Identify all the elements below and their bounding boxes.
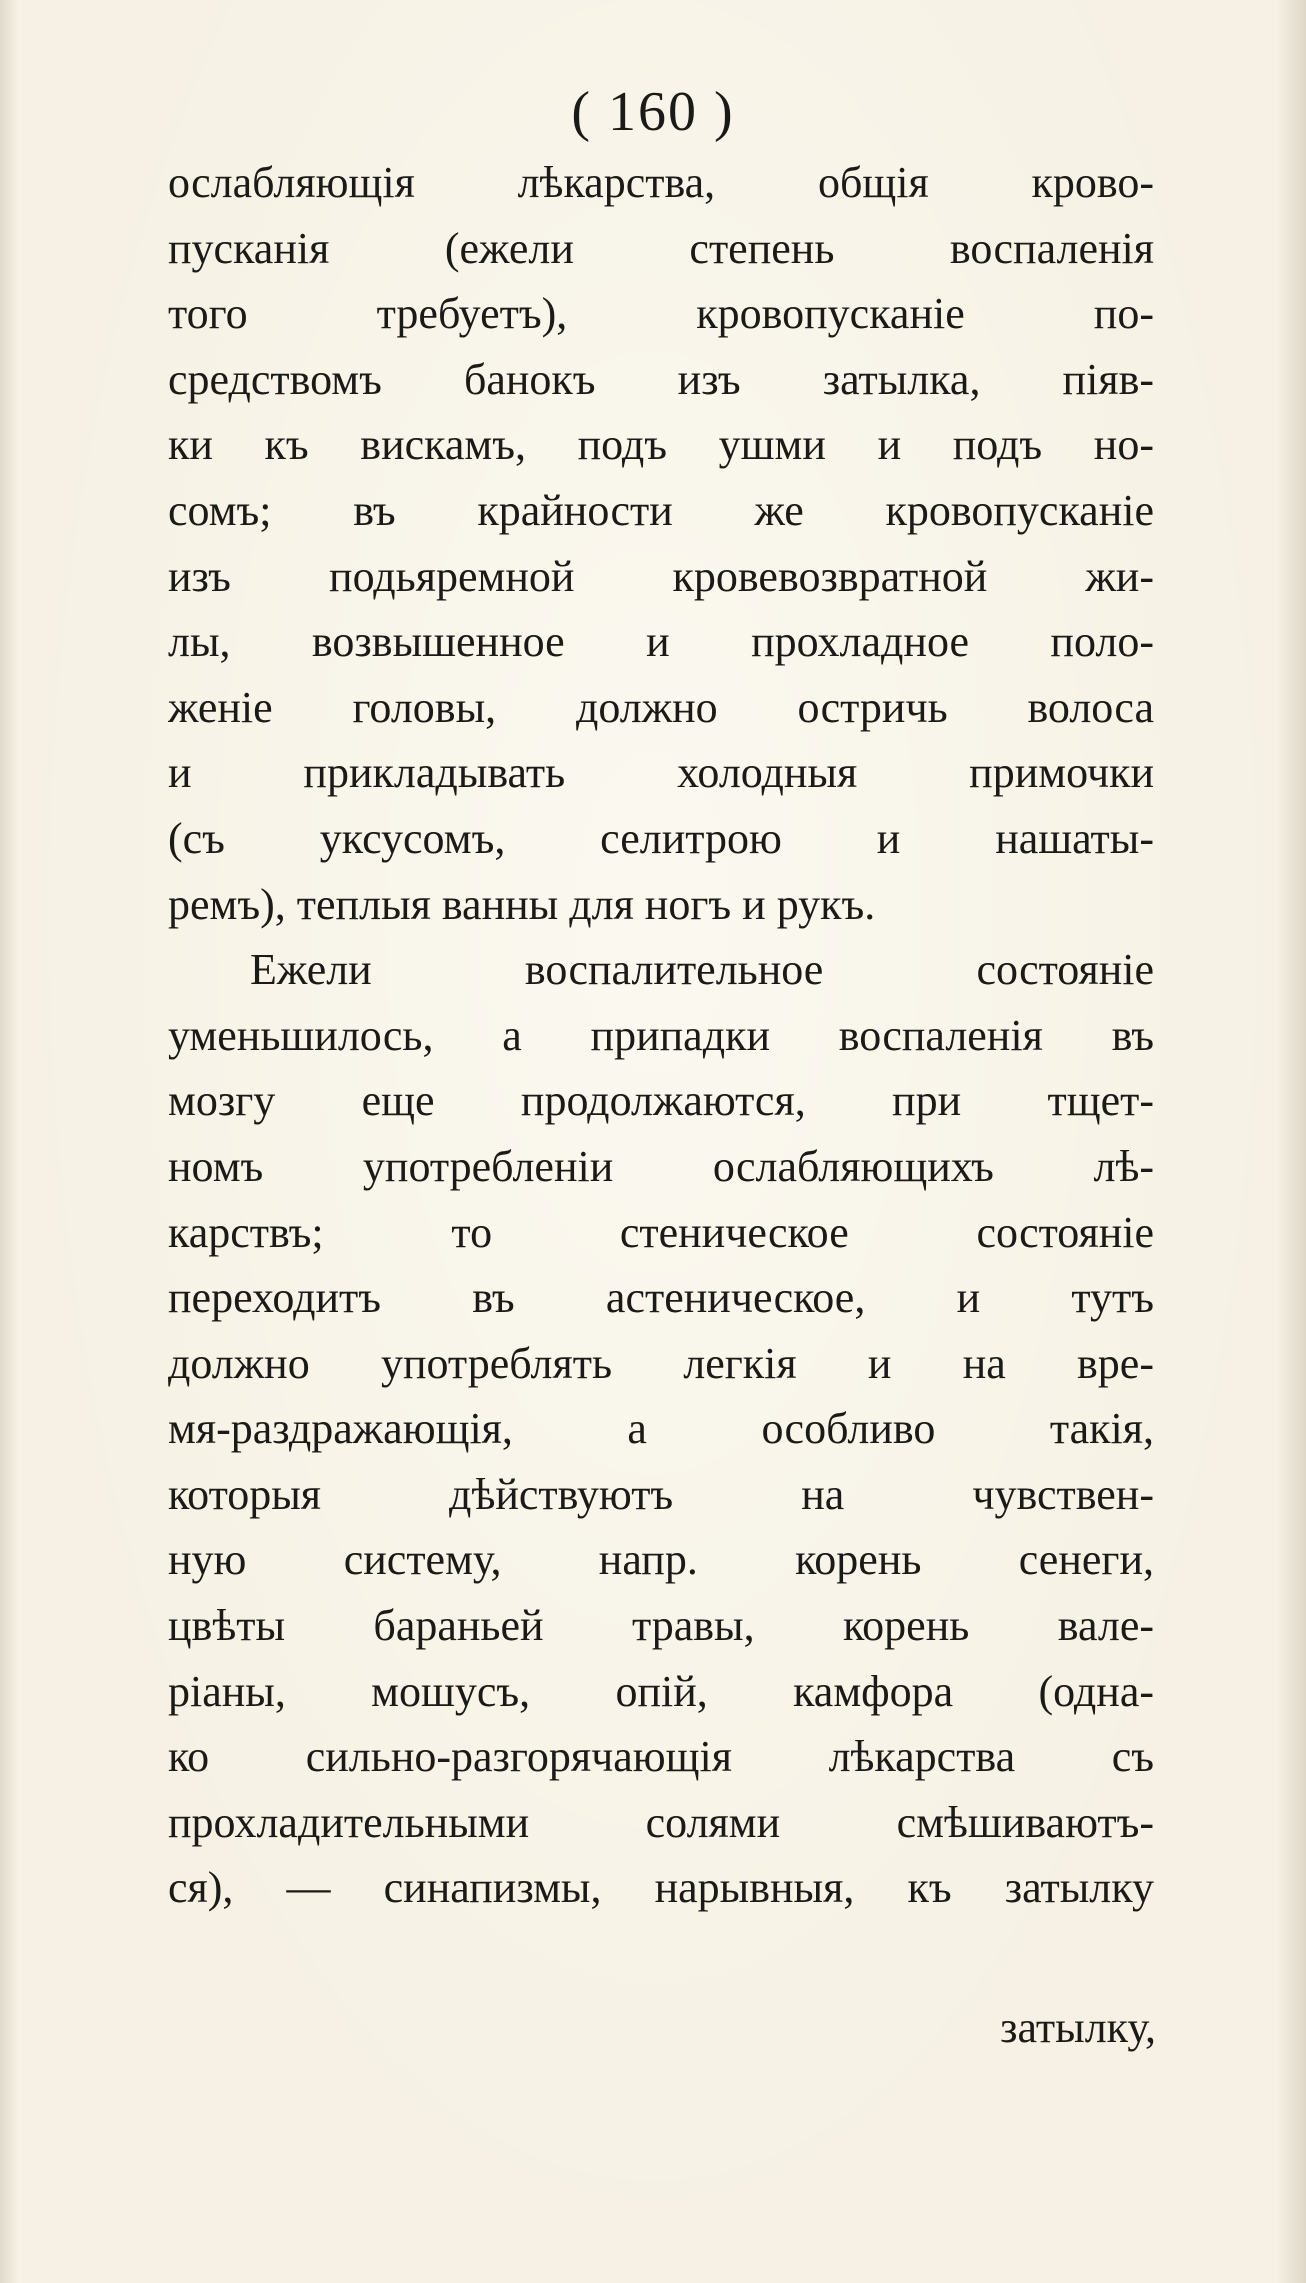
text-line: номъ употребленіи ослабляющихъ лѣ- [168,1141,1154,1191]
text-line: и прикладывать холодныя примочки [168,748,1154,798]
text-line: средствомъ банокъ изъ затылка, піяв- [168,354,1154,404]
text-line: ся), — синапизмы, нарывныя, къ затылку [168,1863,1154,1913]
text-line: сомъ; въ крайности же кровопусканіе [168,485,1154,535]
text-line: прохладительными солями смѣшиваютъ- [168,1797,1154,1847]
text-line: должно употреблять легкія и на вре- [168,1338,1154,1388]
text-line: которыя дѣйствуютъ на чувствен- [168,1469,1154,1519]
text-line: того требуетъ), кровопусканіе по- [168,289,1154,339]
page-edge-shadow-right [1276,0,1306,2283]
text-line: изъ подьяремной кровевозвратной жи- [168,551,1154,601]
paragraph-start-line: Ежели воспалительное состояніе [250,945,1154,995]
catchword: затылку, [1000,2003,1156,2052]
text-line: (съ уксусомъ, селитрою и нашаты- [168,813,1154,863]
text-line: переходитъ въ астеническое, и тутъ [168,1273,1154,1323]
text-line: ремъ), теплыя ванны для ногъ и рукъ. [168,879,876,929]
text-line: цвѣты бараньей травы, корень вале- [168,1601,1154,1651]
text-line: карствъ; то стеническое состояніе [168,1207,1154,1257]
text-line: лы, возвышенное и прохладное поло- [168,617,1154,667]
text-line: пусканія (ежели степень воспаленія [168,223,1154,273]
text-line: мя-раздражающія, а особливо такія, [168,1404,1154,1454]
body-text [168,150,1154,1921]
text-line: уменьшилось, а припадки воспаленія въ [168,1010,1154,1060]
text-line: ки къ вискамъ, подъ ушми и подъ но- [168,420,1154,470]
page-number: ( 160 ) [571,81,735,143]
text-line: ко сильно-разгорячающія лѣкарства съ [168,1732,1154,1782]
text-line: ріаны, мошусъ, опій, камфора (одна- [168,1666,1154,1716]
text-line: ослабляющія лѣкарства, общія крово- [168,158,1154,207]
text-line: женіе головы, должно остричь волоса [168,682,1154,732]
page-edge-shadow-left [0,0,18,2283]
text-line: ную систему, напр. корень сенеги, [168,1535,1154,1585]
text-line: мозгу еще продолжаются, при тщет- [168,1076,1154,1126]
